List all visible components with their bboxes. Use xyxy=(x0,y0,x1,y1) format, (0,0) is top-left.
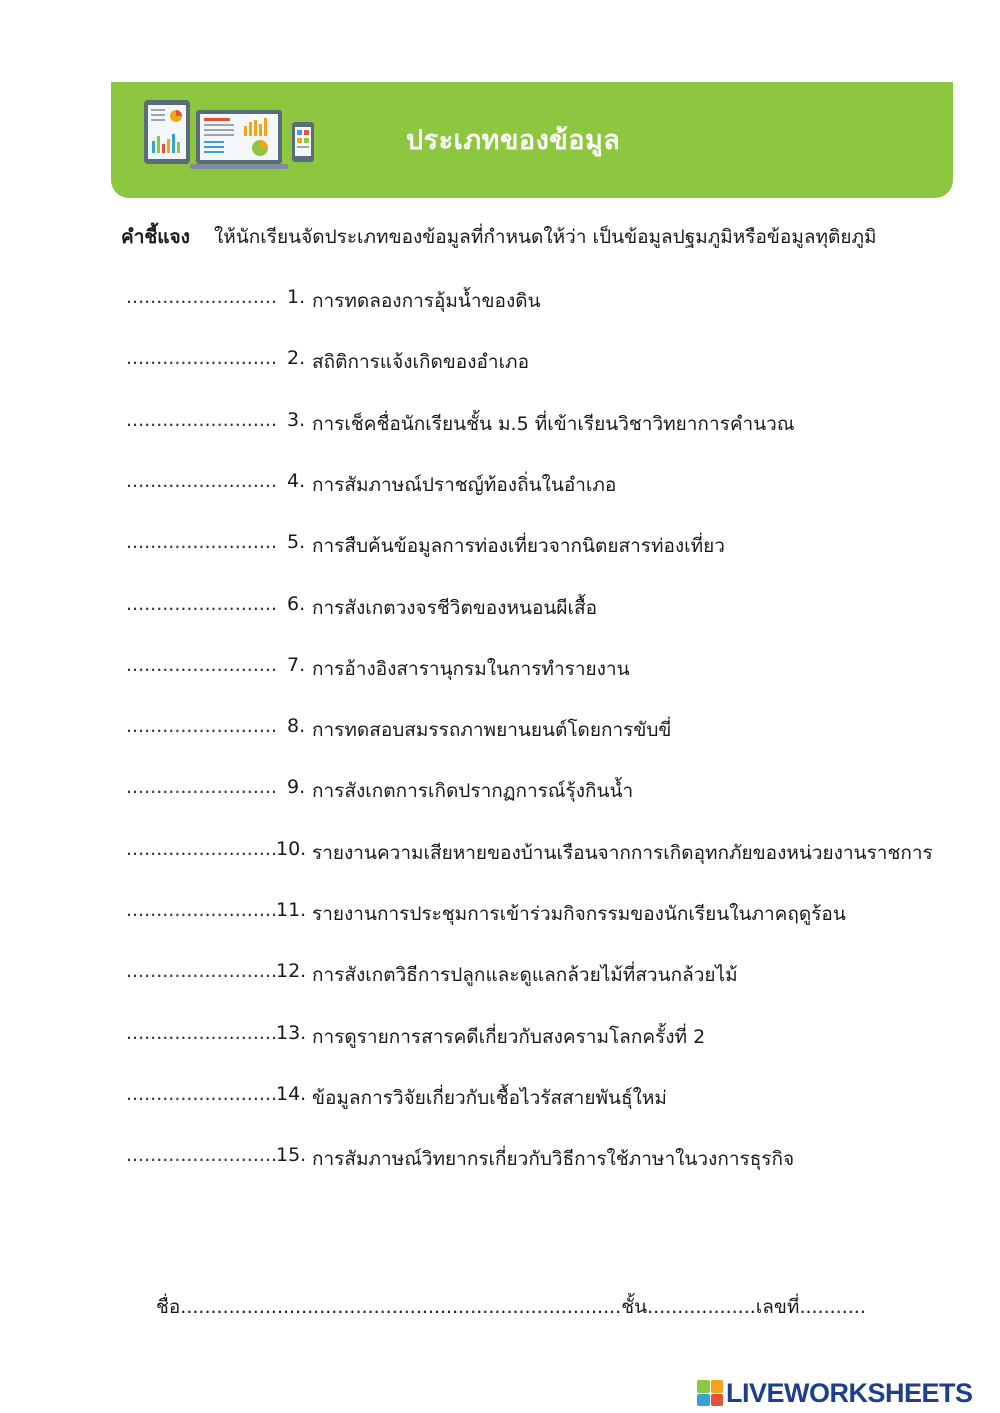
answer-dots: ......................... xyxy=(126,654,277,676)
answer-dots: ......................... xyxy=(126,593,277,615)
student-info-line[interactable]: ชื่อ.........................................................................ชั้น..................เลขที่........... xyxy=(156,1296,866,1318)
answer-dots: ......................... xyxy=(126,347,277,369)
question-text: การสังเกตวิธีการปลูกและดูแลกล้วยไม้ที่สวนกล้วยไม้ xyxy=(312,964,738,986)
question-number: 4. xyxy=(287,470,306,492)
brand-name: LIVEWORKSHEETS xyxy=(726,1377,973,1408)
answer-dots: ......................... xyxy=(126,409,277,431)
question-text: รายงานการประชุมการเข้าร่วมกิจกรรมของนักเรียนในภาคฤดูร้อน xyxy=(312,903,846,925)
answer-dots: ......................... xyxy=(126,1083,277,1105)
brand-logo xyxy=(697,1376,973,1410)
instructions-label: คำชี้แจง xyxy=(121,226,190,248)
answer-dots: ......................... xyxy=(126,715,277,737)
question-number: 6. xyxy=(287,593,306,615)
devices-charts-icon xyxy=(140,96,320,178)
question-text: การสังเกตวงจรชีวิตของหนอนผีเสื้อ xyxy=(312,597,597,619)
question-text: การสังเกตการเกิดปรากฏการณ์รุ้งกินน้ำ xyxy=(312,780,634,802)
answer-dots: ......................... xyxy=(126,1144,277,1166)
question-text: สถิติการแจ้งเกิดของอำเภอ xyxy=(312,351,529,373)
question-text: รายงานความเสียหายของบ้านเรือนจากการเกิดอุทกภัยของหน่วยงานราชการ xyxy=(312,842,933,864)
question-text: ข้อมูลการวิจัยเกี่ยวกับเชื้อไวรัสสายพันธุ์ใหม่ xyxy=(312,1087,667,1109)
question-text: การอ้างอิงสารานุกรมในการทำรายงาน xyxy=(312,658,630,680)
answer-dots: ......................... xyxy=(126,960,277,982)
answer-dots: ......................... xyxy=(126,531,277,553)
page-title: ประเภทของข้อมูล xyxy=(406,125,621,156)
question-text: การสัมภาษณ์ปราชญ์ท้องถิ่นในอำเภอ xyxy=(312,474,617,496)
answer-dots: ......................... xyxy=(126,286,277,308)
question-text: การดูรายการสารคดีเกี่ยวกับสงครามโลกครั้งที่ 2 xyxy=(312,1026,706,1048)
question-number: 8. xyxy=(287,715,306,737)
question-text: การเช็คชื่อนักเรียนชั้น ม.5 ที่เข้าเรียนวิชาวิทยาการคำนวณ xyxy=(312,413,795,435)
answer-dots: ......................... xyxy=(126,899,277,921)
liveworksheets-logo-icon xyxy=(697,1380,723,1406)
answer-dots: ......................... xyxy=(126,1022,277,1044)
question-text: การทดลองการอุ้มน้ำของดิน xyxy=(312,290,541,312)
question-text: การสัมภาษณ์วิทยากรเกี่ยวกับวิธีการใช้ภาษาในวงการธุรกิจ xyxy=(312,1148,795,1170)
question-number: 1. xyxy=(287,286,306,308)
question-number: 13. xyxy=(276,1022,307,1044)
instructions-text: ให้นักเรียนจัดประเภทของข้อมูลที่กำหนดให้ว่า เป็นข้อมูลปฐมภูมิหรือข้อมูลทุติยภูมิ xyxy=(213,226,877,248)
question-number: 7. xyxy=(287,654,306,676)
answer-dots: ......................... xyxy=(126,776,277,798)
answer-dots: ......................... xyxy=(126,838,277,860)
question-number: 14. xyxy=(276,1083,307,1105)
question-text: การสืบค้นข้อมูลการท่องเที่ยวจากนิตยสารท่องเที่ยว xyxy=(312,535,725,557)
question-text: การทดสอบสมรรถภาพยานยนต์โดยการขับขี่ xyxy=(312,719,672,741)
question-number: 5. xyxy=(287,531,306,553)
answer-dots: ......................... xyxy=(126,470,277,492)
question-number: 15. xyxy=(276,1144,307,1166)
instructions xyxy=(121,222,877,252)
question-number: 2. xyxy=(287,347,306,369)
question-number: 9. xyxy=(287,776,306,798)
question-number: 3. xyxy=(287,409,306,431)
question-number: 12. xyxy=(276,960,307,982)
question-number: 10. xyxy=(276,838,307,860)
question-number: 11. xyxy=(276,899,307,921)
